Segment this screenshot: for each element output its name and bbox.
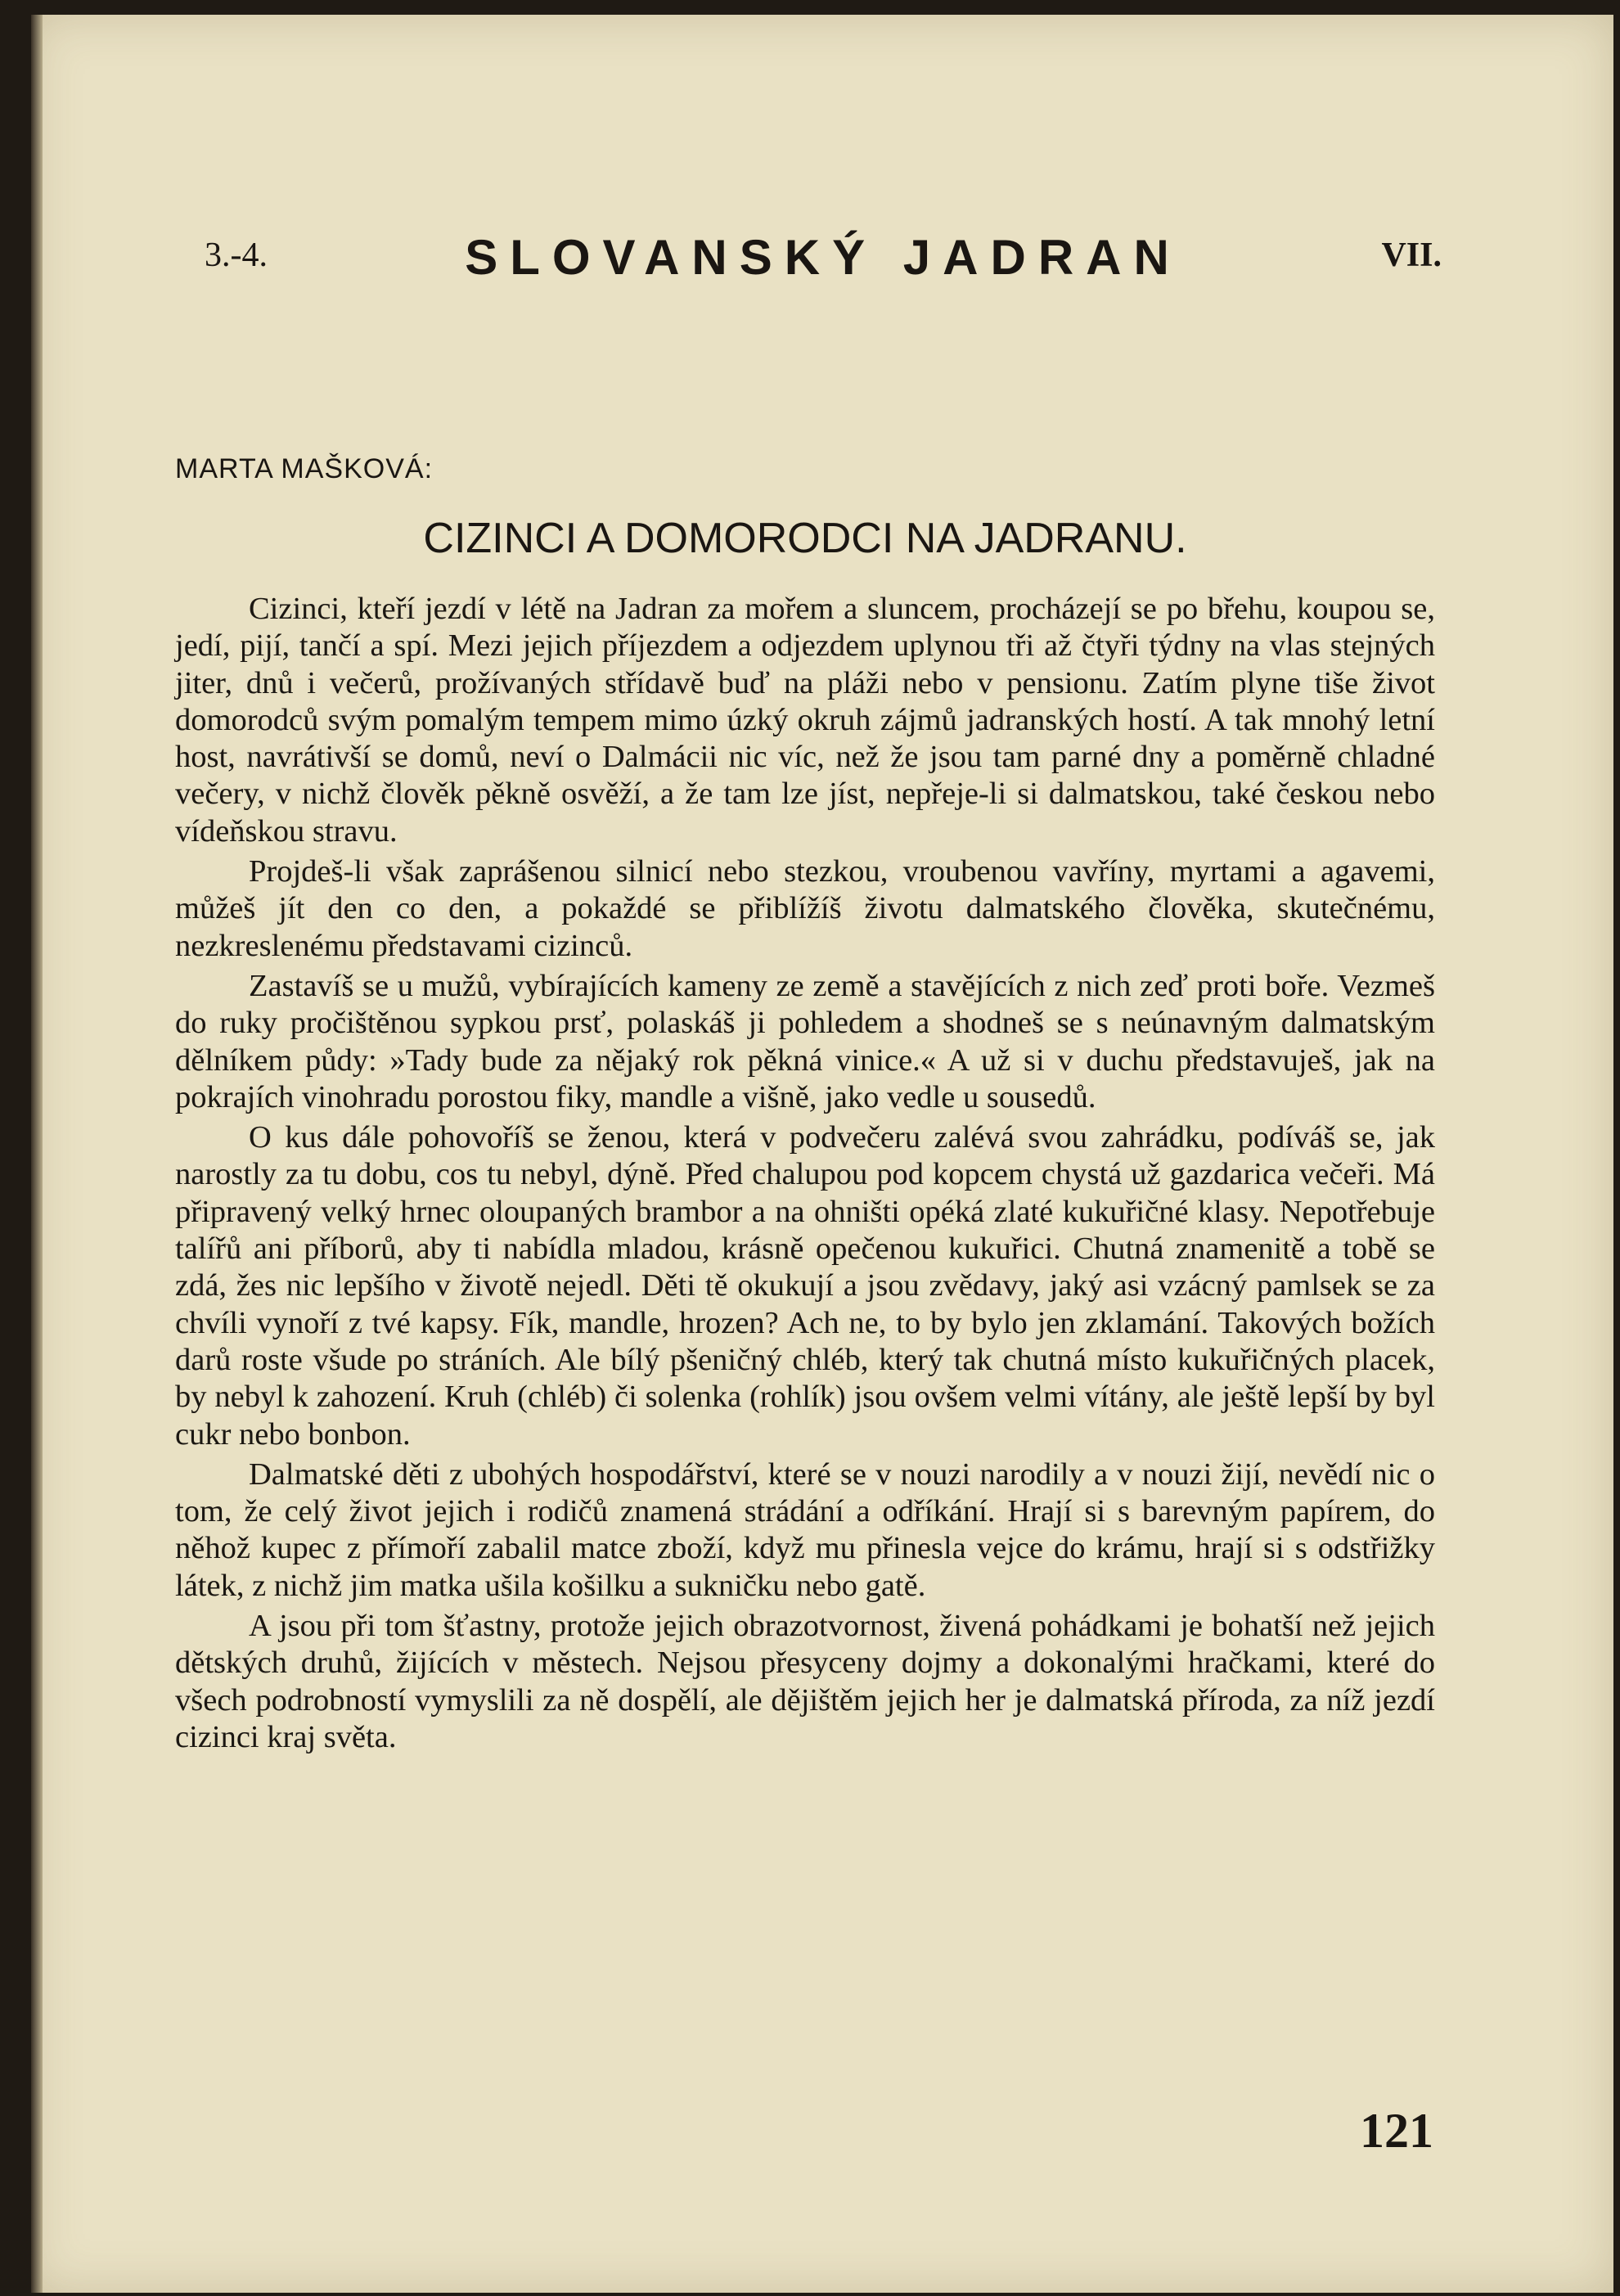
page [31, 15, 1613, 2293]
paragraph: Cizinci, kteří jezdí v létě na Jadran za mořem a sluncem, procházejí se po břehu, koupou se, jedí, pijí, tančí a spí. Mezi jejich příjezdem a odjezdem uplynou tři až čtyři týdny na vlas stejných jiter, dnů i večerů, prožívaných střídavě buď na pláži nebo v pensionu. Zatím plyne tiše život domorodců svým pomalým tempem mimo úzký okruh zájmů jadranských hostí. A tak mnohý letní host, navrátivší se domů, neví o Dalmácii nic víc, než že jsou tam parné dny a poměrně chladné večery, v nichž člověk pěkně osvěží, a že tam lze jíst, nepřeje-li si dalmatskou, také českou nebo vídeňskou stravu. [175, 592, 1435, 849]
paragraph: A jsou při tom šťastny, protože jejich obrazotvornost, živená pohádkami je bohatší než jejich dětských druhů, žijících v městech. Nejsou přesyceny dojmy a dokonalými hračkami, které do všech podrobností vymyslili za ně dospělí, ale dějištěm jejich her je dalmatská příroda, za níž jezdí cizinci kraj světa. [175, 1609, 1435, 1754]
paragraph: O kus dále pohovoříš se ženou, která v podvečeru zalévá svou zahrádku, podíváš se, jak narostly za tu dobu, cos tu nebyl, dýně. Před chalupou pod kopcem chystá už gazdarica večeři. Má připravený velký hrnec oloupaných brambor a na ohništi opéká zlaté kukuřičné klasy. Nepotřebuje talířů ani příborů, aby ti nabídla mladou, krásně opečenou kukuřici. Chutná znamenitě a tobě se zdá, žes nic lepšího v životě nejedl. Děti tě okukují a jsou zvědavy, jaký asi vzácný pamlsek se za chvíli vynoří z tvé kapsy. Fík, mandle, hrozen? Ach ne, to by bylo jen zklamání. Takových božích darů roste všude po stráních. Ale bílý pšeničný chléb, který tak chutná místo kukuřičných placek, by nebyl k zahození. Kruh (chléb) či solenka (rohlík) jsou ovšem velmi vítány, ale ještě lepší by byl cukr nebo bonbon. [175, 1120, 1435, 1452]
running-header [205, 229, 1442, 286]
paragraph: Dalmatské děti z ubohých hospodářství, které se v nouzi narodily a v nouzi žijí, nevědí nic o tom, že celý život jejich i rodičů znamená strádání a odříkání. Hrají si s barevným papírem, do něhož kupec z přímoří zabalil matce zboží, když mu přinesla vejce do krámu, hrají si s odstřižky látek, z nichž jim matka ušila košilku a sukničku nebo gatě. [175, 1456, 1435, 1603]
article-author: MARTA MAŠKOVÁ: [175, 453, 434, 484]
volume-number: VII. [1381, 236, 1442, 274]
journal-title: SLOVANSKÝ JADRAN [465, 230, 1181, 285]
paragraph: Zastavíš se u mužů, vybírajících kameny ze země a stavějících z nich zeď proti boře. Vezmeš do ruky pročištěnou sypkou prsť, polaskáš ji pohledem a shodneš se s neúnavným dalmatským dělníkem půdy: »Tady bude za nějaký rok pěkná vinice.« A už si v duchu představuješ, jak na pokrajích vinohradu porostou fiky, mandle a višně, jako vedle u sousedů. [175, 968, 1435, 1114]
article-title: CIZINCI A DOMORODCI NA JADRANU. [423, 515, 1187, 562]
article-body [175, 591, 1435, 1759]
book-spine-edge [31, 15, 43, 2293]
page-number: 121 [1360, 2104, 1433, 2158]
issue-number: 3.-4. [205, 236, 268, 274]
paragraph: Projdeš-li však zaprášenou silnicí nebo stezkou, vroubenou vavříny, myrtami a agavemi, můžeš jít den co den, a pokaždé se přiblížíš životu dalmatského člověka, skutečnému, nezkreslenému představami cizinců. [175, 854, 1435, 963]
